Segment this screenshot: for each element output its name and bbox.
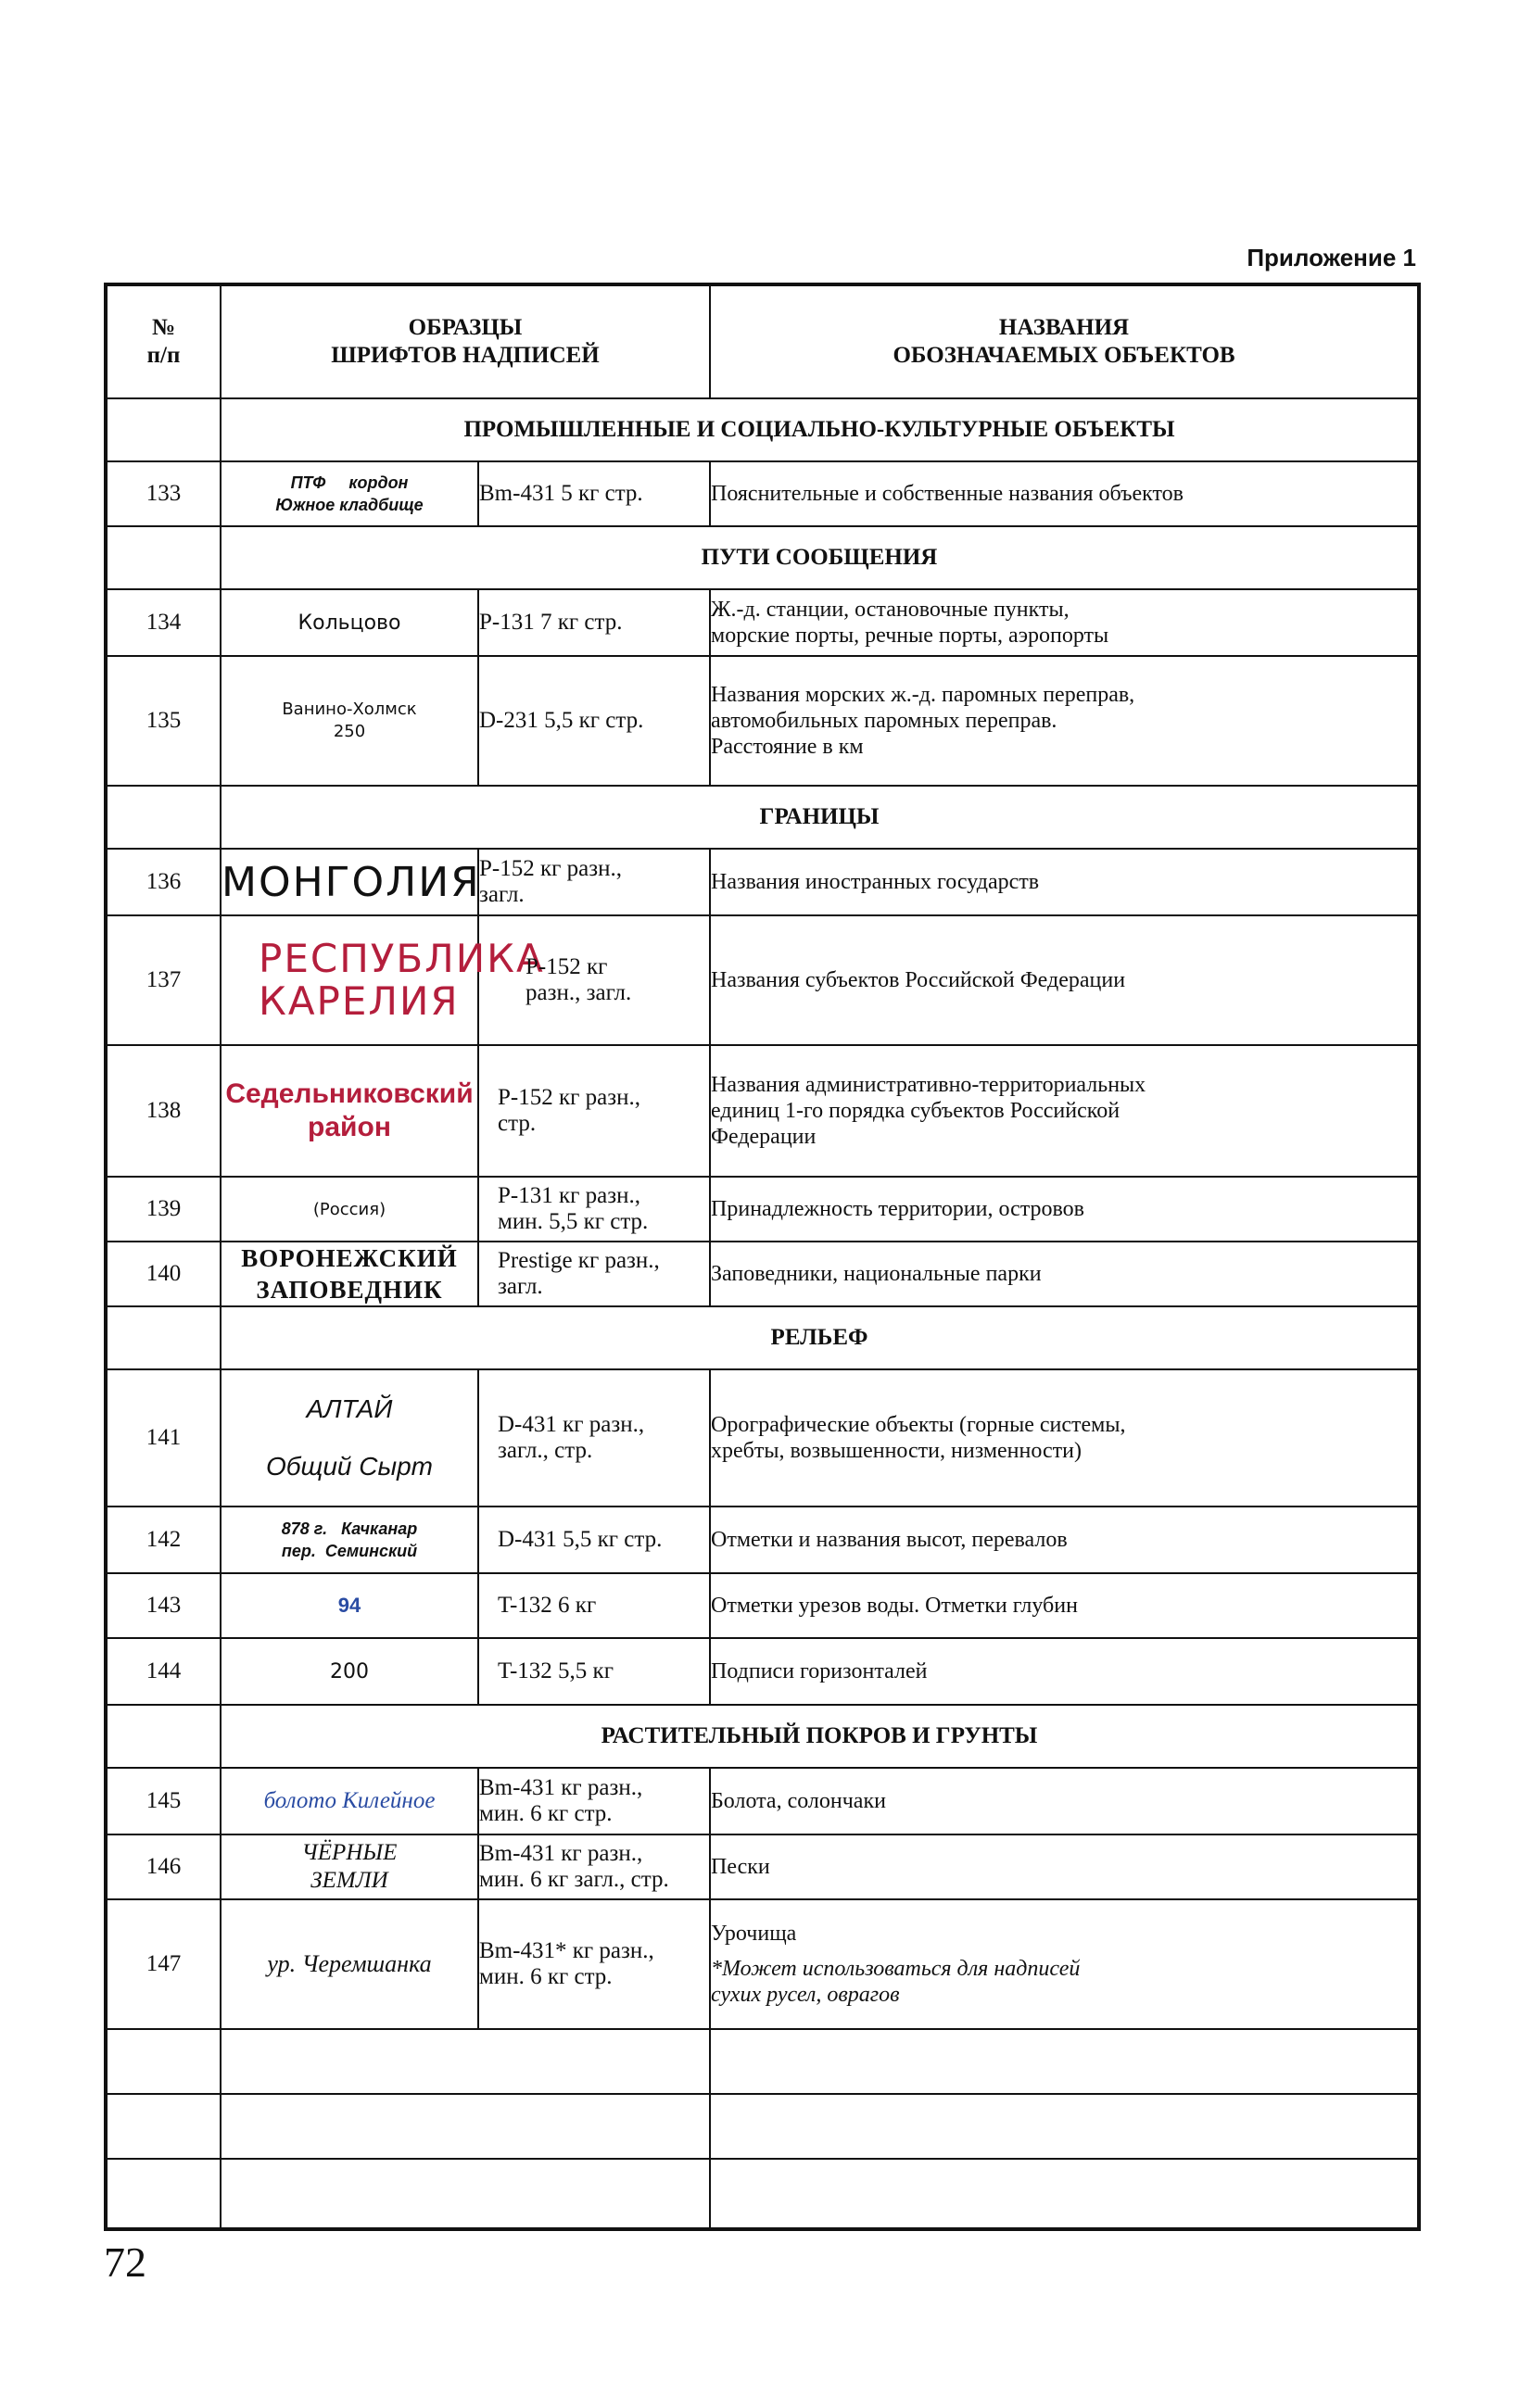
empty-row: [106, 2029, 1419, 2094]
row-number: 135: [106, 656, 221, 786]
object-name: Отметки урезов воды. Отметки глубин: [710, 1573, 1419, 1638]
font-sample: Седельниковский район: [221, 1045, 478, 1177]
table-row: [106, 1573, 1419, 1638]
font-spec: Bm-431* кг разн., мин. 6 кг стр.: [478, 1899, 710, 2029]
object-name: [710, 1899, 1419, 2029]
object-name: Ж.-д. станции, остановочные пункты, морские порты, речные порты, аэропорты: [710, 589, 1419, 656]
header-names: НАЗВАНИЯ ОБОЗНАЧАЕМЫХ ОБЪЕКТОВ: [710, 284, 1419, 398]
font-spec: Bm-431 кг разн., мин. 6 кг загл., стр.: [478, 1834, 710, 1899]
section-row: [106, 398, 1419, 461]
table-row: [106, 1899, 1419, 2029]
empty-row: [106, 2094, 1419, 2159]
table-row: [106, 849, 1419, 915]
object-name: Подписи горизонталей: [710, 1638, 1419, 1705]
object-name: Отметки и названия высот, перевалов: [710, 1507, 1419, 1573]
font-spec: D-431 кг разн., загл., стр.: [478, 1369, 710, 1507]
symbols-table: [104, 283, 1421, 2231]
section-row: [106, 786, 1419, 849]
row-number: 133: [106, 461, 221, 526]
header-num: № п/п: [106, 284, 221, 398]
table-row: [106, 1768, 1419, 1834]
font-sample: МОНГОЛИЯ: [221, 849, 478, 915]
font-sample: ЧЁРНЫЕ ЗЕМЛИ: [221, 1834, 478, 1899]
table-header: [106, 284, 1419, 398]
row-number: 143: [106, 1573, 221, 1638]
row-number: 146: [106, 1834, 221, 1899]
font-spec: D-231 5,5 кг стр.: [478, 656, 710, 786]
footnote: *Может использоваться для надписей сухих русел, оврагов: [711, 1957, 1081, 2007]
font-spec: Bm-431 5 кг стр.: [478, 461, 710, 526]
section-industrial: ПРОМЫШЛЕННЫЕ И СОЦИАЛЬНО-КУЛЬТУРНЫЕ ОБЪЕКТЫ: [221, 398, 1419, 461]
font-sample: 200: [221, 1638, 478, 1705]
row-number: 137: [106, 915, 221, 1045]
object-name: Заповедники, национальные парки: [710, 1242, 1419, 1306]
section-transport: ПУТИ СООБЩЕНИЯ: [221, 526, 1419, 589]
row-number: 141: [106, 1369, 221, 1507]
table-row: [106, 1045, 1419, 1177]
font-spec: T-132 5,5 кг: [478, 1638, 710, 1705]
object-name: Названия субъектов Российской Федерации: [710, 915, 1419, 1045]
font-sample: 878 г. Качканар пер. Семинский: [221, 1507, 478, 1573]
page-number: 72: [104, 2238, 146, 2286]
table-row: [106, 1507, 1419, 1573]
row-number: 138: [106, 1045, 221, 1177]
font-sample: болото Килейное: [221, 1768, 478, 1834]
font-sample: 94: [221, 1573, 478, 1638]
object-name: Орографические объекты (горные системы, хребты, возвышенности, низменности): [710, 1369, 1419, 1507]
table-row: [106, 1638, 1419, 1705]
object-name: Названия административно-территориальных единиц 1-го порядка субъектов Российской Федерации: [710, 1045, 1419, 1177]
row-number: 147: [106, 1899, 221, 2029]
section-row: [106, 526, 1419, 589]
object-name-text: Урочища: [711, 1922, 797, 1946]
row-number: 136: [106, 849, 221, 915]
font-sample: ур. Черемшанка: [221, 1899, 478, 2029]
object-name: Принадлежность территории, островов: [710, 1177, 1419, 1242]
font-spec: Prestige кг разн., загл.: [478, 1242, 710, 1306]
row-number: 144: [106, 1638, 221, 1705]
section-row: [106, 1705, 1419, 1768]
table-row: [106, 589, 1419, 656]
section-vegetation: РАСТИТЕЛЬНЫЙ ПОКРОВ И ГРУНТЫ: [221, 1705, 1419, 1768]
section-row: [106, 1306, 1419, 1369]
empty-row: [106, 2159, 1419, 2229]
object-name: Болота, солончаки: [710, 1768, 1419, 1834]
object-name: Названия иностранных государств: [710, 849, 1419, 915]
object-name: Пески: [710, 1834, 1419, 1899]
font-sample: РЕСПУБЛИКА КАРЕЛИЯ: [221, 915, 478, 1045]
font-spec: P-152 кг разн., загл.: [478, 915, 710, 1045]
table-row: [106, 1834, 1419, 1899]
section-borders: ГРАНИЦЫ: [221, 786, 1419, 849]
font-spec: P-131 7 кг стр.: [478, 589, 710, 656]
font-sample: ВОРОНЕЖСКИЙ ЗАПОВЕДНИК: [221, 1242, 478, 1306]
font-spec: Bm-431 кг разн., мин. 6 кг стр.: [478, 1768, 710, 1834]
table-row: [106, 915, 1419, 1045]
font-sample: Ванино-Холмск 250: [221, 656, 478, 786]
font-spec: T-132 6 кг: [478, 1573, 710, 1638]
table-row: [106, 656, 1419, 786]
font-spec: P-131 кг разн., мин. 5,5 кг стр.: [478, 1177, 710, 1242]
font-sample: АЛТАЙ Общий Сырт: [221, 1369, 478, 1507]
header-samples: ОБРАЗЦЫ ШРИФТОВ НАДПИСЕЙ: [221, 284, 710, 398]
table-row: [106, 1242, 1419, 1306]
table-row: [106, 461, 1419, 526]
font-spec: P-152 кг разн., стр.: [478, 1045, 710, 1177]
row-number: 142: [106, 1507, 221, 1573]
font-sample: Кольцово: [221, 589, 478, 656]
font-sample: (Россия): [221, 1177, 478, 1242]
appendix-label: Приложение 1: [1247, 244, 1416, 271]
table-row: [106, 1369, 1419, 1507]
section-relief: РЕЛЬЕФ: [221, 1306, 1419, 1369]
row-number: 134: [106, 589, 221, 656]
table-row: [106, 1177, 1419, 1242]
font-spec: D-431 5,5 кг стр.: [478, 1507, 710, 1573]
object-name: Названия морских ж.-д. паромных переправ, автомобильных паромных переправ. Расстояние в км: [710, 656, 1419, 786]
font-spec: P-152 кг разн., загл.: [478, 849, 710, 915]
object-name: Пояснительные и собственные названия объектов: [710, 461, 1419, 526]
row-number: 139: [106, 1177, 221, 1242]
row-number: 145: [106, 1768, 221, 1834]
font-sample: ПТФ кордон Южное кладбище: [221, 461, 478, 526]
row-number: 140: [106, 1242, 221, 1306]
